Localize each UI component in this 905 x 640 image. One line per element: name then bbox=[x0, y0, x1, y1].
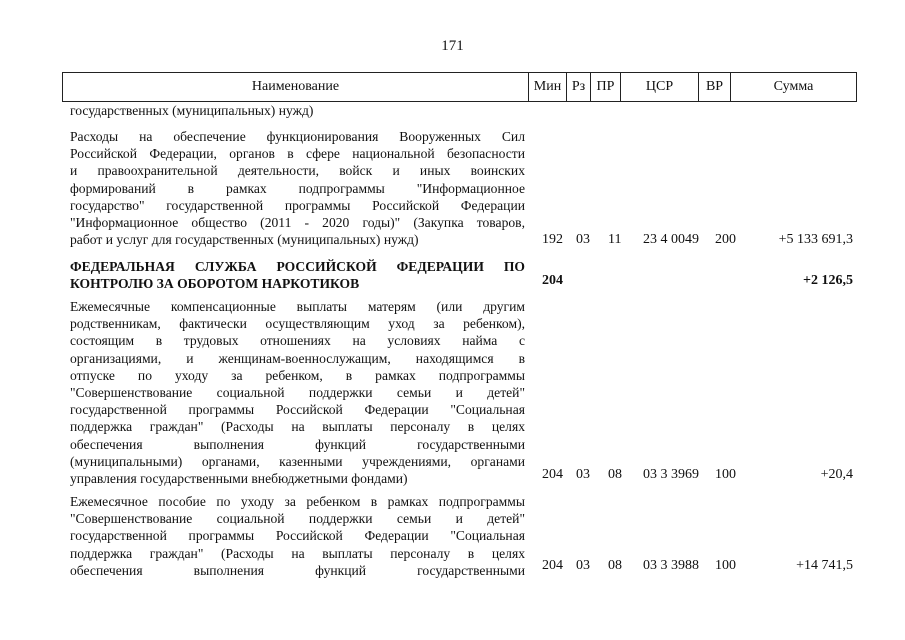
cell-min: 192 bbox=[542, 232, 563, 247]
text-line: поддержка граждан" (Расходы на выплаты персоналу в целях bbox=[70, 545, 525, 561]
cell-pr: 08 bbox=[608, 467, 622, 482]
text-line: КОНТРОЛЮ ЗА ОБОРОТОМ НАРКОТИКОВ bbox=[70, 276, 360, 292]
text-line: государственной программы Российской Федерации "Социальная bbox=[70, 528, 525, 544]
cell-sum: +2 126,5 bbox=[803, 273, 853, 288]
cell-csr: 03 3 3988 bbox=[643, 558, 699, 573]
row-text bbox=[70, 102, 525, 119]
text-line: Ежемесячные компенсационные выплаты матерям (или другим bbox=[70, 299, 525, 314]
cell-vr: 100 bbox=[715, 467, 736, 482]
cell-sum: +20,4 bbox=[820, 467, 853, 482]
text-line: "Совершенствование социальной поддержки семьи и детей" bbox=[70, 511, 525, 527]
cell-sum: +5 133 691,3 bbox=[778, 232, 853, 247]
text-line: родственникам, фактически осуществляющим уход за ребенком), bbox=[70, 316, 525, 332]
header-sum: Сумма bbox=[730, 73, 856, 101]
header-min: Мин bbox=[528, 73, 566, 101]
cell-csr: 23 4 0049 bbox=[643, 232, 699, 247]
cell-rz: 03 bbox=[576, 558, 590, 573]
header-rz: Рз bbox=[566, 73, 590, 101]
table-header bbox=[62, 72, 857, 102]
text-line: обеспечения выполнения функций государственными bbox=[70, 436, 525, 452]
text-line: государственной программы Российской Федерации "Социальная bbox=[70, 402, 525, 418]
cell-min: 204 bbox=[542, 273, 563, 288]
text-line: поддержка граждан" (Расходы на выплаты персоналу в целях bbox=[70, 419, 525, 435]
text-line: состоящим в трудовых отношениях на условиях найма с bbox=[70, 333, 525, 349]
cell-rz: 03 bbox=[576, 467, 590, 482]
page-number: 171 bbox=[441, 38, 464, 54]
row-text bbox=[70, 298, 525, 487]
text-line: Расходы на обеспечение функционирования Вооруженных Сил bbox=[70, 129, 525, 144]
text-line: государство" государственной программы Российской Федерации bbox=[70, 197, 525, 213]
cell-csr: 03 3 3969 bbox=[643, 467, 699, 482]
cell-vr: 100 bbox=[715, 558, 736, 573]
text-line: и правоохранительной деятельности, войск и иных воинских bbox=[70, 163, 525, 179]
text-line: обеспечения выполнения функций государственными bbox=[70, 562, 525, 578]
text-line: отпуске по уходу за ребенком, в рамках подпрограммы bbox=[70, 367, 525, 383]
cell-rz: 03 bbox=[576, 232, 590, 247]
text-line: ФЕДЕРАЛЬНАЯ СЛУЖБА РОССИЙСКОЙ ФЕДЕРАЦИИ ПО bbox=[70, 259, 525, 274]
text-line: Ежемесячное пособие по уходу за ребенком в рамках подпрограммы bbox=[70, 494, 525, 509]
text-line: "Совершенствование социальной поддержки семьи и детей" bbox=[70, 385, 525, 401]
row-text bbox=[70, 258, 525, 292]
cell-vr: 200 bbox=[715, 232, 736, 247]
text-line: работ и услуг для государственных (муниципальных) нужд) bbox=[70, 232, 419, 248]
cell-sum: +14 741,5 bbox=[796, 558, 853, 573]
header-vr: ВР bbox=[698, 73, 730, 101]
header-pr: ПР bbox=[590, 73, 620, 101]
text-line: управления государственными внебюджетными фондами) bbox=[70, 471, 408, 487]
header-csr: ЦСР bbox=[620, 73, 698, 101]
text-line: (муниципальными) органами, казенными учреждениями, органами bbox=[70, 453, 525, 469]
text-line: государственных (муниципальных) нужд) bbox=[70, 103, 314, 118]
row-text bbox=[70, 128, 525, 248]
text-line: формирований в рамках подпрограммы "Информационное bbox=[70, 180, 525, 196]
text-line: Российской Федерации, органов в сфере национальной безопасности bbox=[70, 146, 525, 162]
header-name: Наименование bbox=[251, 79, 340, 94]
cell-pr: 11 bbox=[608, 232, 622, 247]
cell-pr: 08 bbox=[608, 558, 622, 573]
cell-min: 204 bbox=[542, 467, 563, 482]
text-line: организациями, и женщинам-военнослужащим, находящимся в bbox=[70, 350, 525, 366]
cell-min: 204 bbox=[542, 558, 563, 573]
row-text bbox=[70, 493, 525, 579]
text-line: "Информационное общество (2011 - 2020 годы)" (Закупка товаров, bbox=[70, 215, 525, 231]
